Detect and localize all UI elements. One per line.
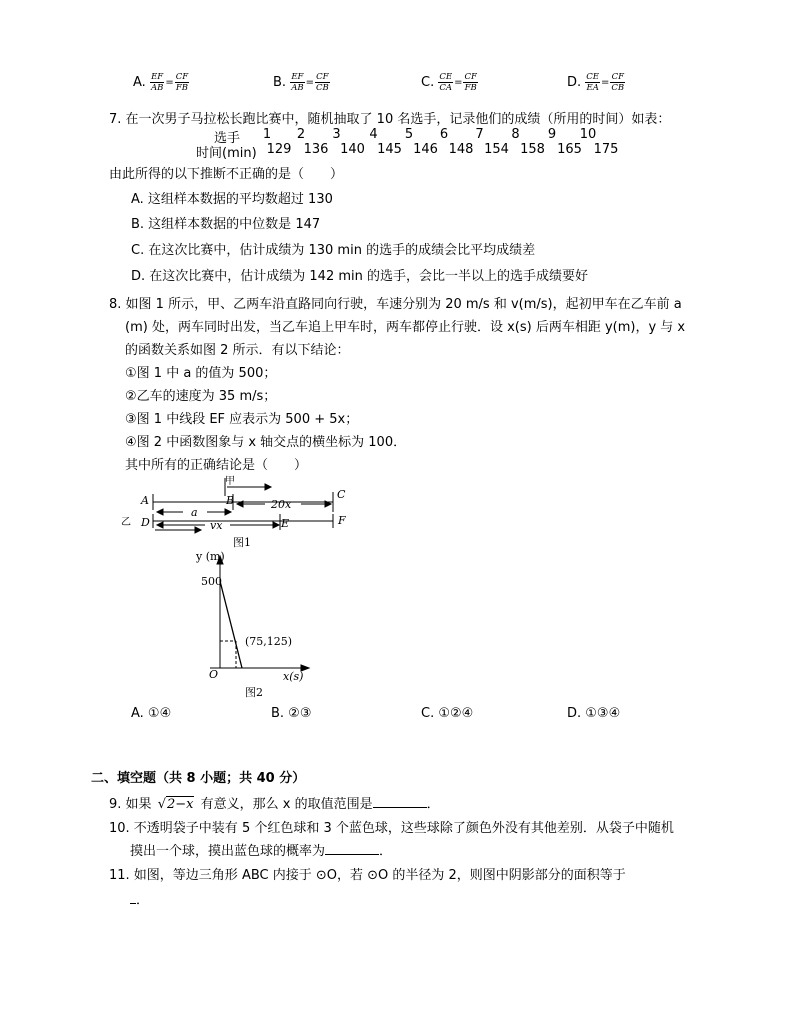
q9: [109, 793, 440, 812]
fig1-arrowhead: [265, 484, 271, 490]
q7-option-d: D. 在这次比赛中，估计成绩为 142 min 的选手，会比一半以上的选手成绩要好: [131, 269, 588, 284]
q6-option-c: [421, 72, 478, 93]
q8-stem-line3: 的函数关系如图 2 所示．有以下结论：: [125, 343, 350, 358]
fig1-label-vx: vx: [210, 519, 223, 532]
frac-den: AB: [150, 83, 164, 93]
q7-option-a: A. 这组样本数据的平均数超过 130: [131, 192, 333, 207]
q10-line2: [130, 840, 392, 859]
q9-text: 有意义，那么 x 的取值范围是: [200, 797, 373, 812]
q7-table-cell: 145: [377, 142, 402, 157]
q11-line1: 11. 如图，等边三角形 ABC 内接于 ⊙O，若 ⊙O 的半径为 2，则图中阴影部分的面积等于: [109, 868, 626, 883]
q6-option-c-fraction-left: [438, 72, 453, 93]
fig2-y-tick-500: 500: [201, 575, 222, 588]
equals-sign: =: [305, 77, 314, 88]
q7-table-cell: 4: [369, 127, 378, 142]
q7-option-b: B. 这组样本数据的中位数是 147: [131, 217, 321, 232]
q7-question: 由此所得的以下推断不正确的是（ ）: [109, 167, 344, 182]
q11-line2: [130, 889, 149, 908]
fig1-label-d-point: D: [141, 516, 150, 529]
q6-option-c-fraction-right: [463, 72, 477, 93]
frac-num: CF: [175, 72, 189, 82]
q7-table-cell: 165: [557, 142, 582, 157]
q7-table-cell: 7: [475, 127, 484, 142]
q9-prefix: 9. 如果: [109, 797, 152, 812]
equals-sign: =: [601, 77, 610, 88]
q7-table-cell: 140: [340, 142, 365, 157]
frac-den: AB: [291, 83, 304, 93]
q9-sqrt: [158, 797, 195, 812]
frac-num: CF: [316, 72, 329, 82]
q6-option-b-fraction-right: [315, 72, 330, 93]
fig2-x-axis-label: x(s): [283, 670, 304, 683]
q7-table-cell: 146: [413, 142, 438, 157]
frac-num: CE: [586, 72, 600, 82]
q6-option-d-fraction-left: [585, 72, 600, 93]
frac-num: CE: [439, 72, 453, 82]
q7-stem: 7. 在一次男子马拉松长跑比赛中，随机抽取了 10 名选手，记录他们的成绩（所用的时间）如表：: [109, 112, 671, 127]
equals-sign: =: [454, 77, 463, 88]
q6-option-a-fraction-left: [150, 72, 164, 93]
q7-table-cell: 129: [266, 142, 292, 157]
fig1-label-a-point: A: [141, 494, 149, 507]
q9-answer-blank[interactable]: [373, 795, 427, 808]
q9-end: ．: [426, 797, 440, 812]
section-2-title: 二、填空题（共 8 小题；共 40 分）: [91, 771, 306, 786]
fig1-label-jia: 甲: [225, 476, 235, 487]
fig2-y-axis-label: y (m): [196, 550, 225, 563]
q7-table-cell: 3: [332, 127, 341, 142]
q6-option-d-fraction-right: [610, 72, 625, 93]
q11-end: ．: [136, 893, 150, 908]
q8-stem-line1: 8. 如图 1 所示，甲、乙两车沿直路同向行驶，车速分别为 20 m/s 和 v(m/s)，起初甲车在乙车前 a: [109, 297, 682, 312]
fig1-label-f-point: F: [338, 514, 346, 527]
q8-conclusion-1: ①图 1 中 a 的值为 500；: [125, 366, 277, 381]
frac-num: CF: [464, 72, 477, 82]
q8-figure-1: [115, 474, 360, 552]
q8-option-d: D. ①③④: [567, 706, 621, 721]
fig1-arrowhead: [225, 509, 231, 515]
q7-option-c: C. 在这次比赛中，估计成绩为 130 min 的选手的成绩会比平均成绩差: [131, 243, 536, 258]
frac-den: CB: [611, 83, 625, 93]
q7-table-cell: 10: [579, 127, 597, 142]
frac-den: CA: [439, 83, 453, 93]
q8-figure-2: [185, 550, 320, 700]
q7-table-cell: 1: [262, 127, 272, 142]
q10-line1: 10. 不透明袋子中装有 5 个红色球和 3 个蓝色球，这些球除了颜色外没有其他差别．从袋子中随机: [109, 821, 674, 836]
frac-den: FB: [175, 83, 188, 93]
q7-table-cell: 148: [448, 142, 474, 157]
fig1-arrowhead: [157, 509, 163, 515]
q6-option-b: [273, 72, 330, 93]
q7-table-cell: 6: [439, 127, 449, 142]
frac-den: FB: [464, 83, 477, 93]
frac-den: EA: [586, 83, 599, 93]
q8-option-a: A. ①④: [131, 706, 172, 721]
q6-option-a-label: A.: [133, 75, 146, 90]
q8-conclusion-2: ②乙车的速度为 35 m/s；: [125, 389, 277, 404]
q7-table-data-row: [196, 142, 624, 161]
fig1-arrowhead: [273, 522, 279, 528]
q7-table-cell: 5: [404, 127, 414, 142]
q7-table-cell: 175: [593, 142, 619, 157]
frac-num: EF: [291, 72, 304, 82]
frac-num: EF: [151, 72, 164, 82]
q6-option-b-label: B.: [273, 75, 287, 90]
fig2-origin-label: O: [209, 668, 219, 681]
q10-text: 摸出一个球，摸出蓝色球的概率为: [130, 844, 326, 859]
q7-table-header-label: 选手: [214, 131, 241, 146]
q6-option-a: [133, 72, 189, 93]
q6-option-d-label: D.: [567, 75, 582, 90]
fig2-caption: 图2: [245, 686, 263, 699]
q7-table-row-label: 时间(min): [196, 146, 257, 161]
q7-table-cell: 9: [547, 127, 557, 142]
fig1-label-a-length: a: [191, 506, 198, 519]
fig1-label-e-point: E: [281, 517, 290, 530]
q9-sqrt-content: 2−x: [166, 797, 194, 812]
fig1-arrowhead: [195, 527, 201, 533]
q10-answer-blank[interactable]: [325, 842, 379, 855]
fig1-label-b-point: B: [226, 494, 235, 507]
fig2-point-label: (75,125): [245, 635, 293, 648]
fig1-arrowhead: [157, 522, 163, 528]
q8-option-c: C. ①②④: [421, 706, 474, 721]
fig1-caption: 图1: [233, 536, 251, 549]
fig1-label-20x: 20x: [271, 498, 292, 511]
q7-table-cell: 136: [303, 142, 329, 157]
q6-option-d: [567, 72, 625, 93]
q6-option-b-fraction-left: [290, 72, 304, 93]
q7-table-cell: 8: [511, 127, 520, 142]
q7-table-cell: 2: [296, 127, 306, 142]
q8-conclusion-4: ④图 2 中函数图象与 x 轴交点的横坐标为 100．: [125, 435, 407, 450]
q8-option-b: B. ②③: [271, 706, 312, 721]
q6-option-c-label: C.: [421, 75, 435, 90]
fig2-function-line: [220, 581, 242, 668]
q8-stem-line2: (m) 处，两车同时出发，当乙车追上甲车时，两车都停止行驶．设 x(s) 后两车相距 y(m)，y 与 x: [125, 320, 686, 335]
q7-table-cell: 154: [484, 142, 509, 157]
q7-table-cell: 158: [520, 142, 545, 157]
q6-option-a-fraction-right: [175, 72, 189, 93]
frac-num: CF: [611, 72, 624, 82]
fig1-label-c-point: C: [337, 488, 346, 501]
sqrt-icon: √: [157, 797, 166, 812]
equals-sign: =: [165, 77, 174, 88]
fig1-label-yi: 乙: [121, 517, 131, 528]
q8-conclusion-3: ③图 1 中线段 EF 应表示为 500 + 5x；: [125, 412, 359, 427]
q8-question: 其中所有的正确结论是（ ）: [125, 458, 308, 473]
frac-den: CB: [315, 83, 329, 93]
q10-end: ．: [379, 844, 393, 859]
